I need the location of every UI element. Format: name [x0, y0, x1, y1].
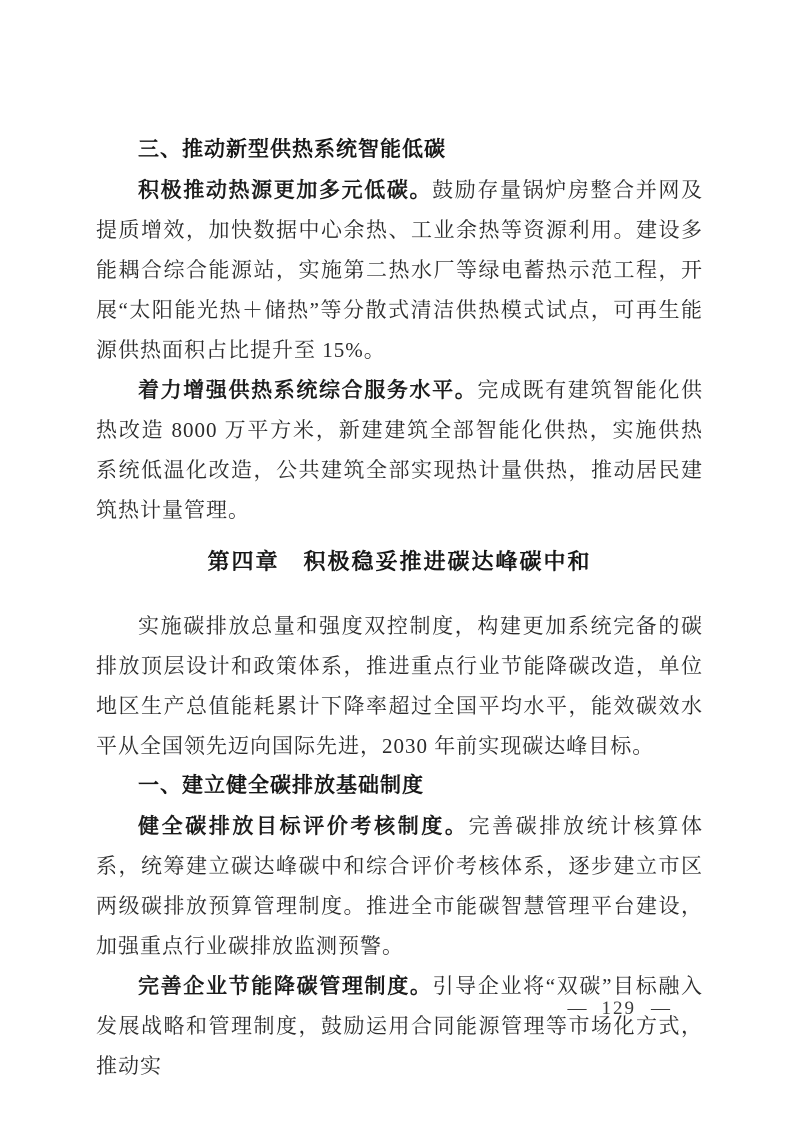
paragraph-carbon-assessment: [96, 806, 703, 966]
paragraph-heating-service: [96, 370, 703, 530]
paragraph-body-text: 实施碳排放总量和强度双控制度，构建更加系统完备的碳排放顶层设计和政策体系，推进重点行业节能降碳改造，单位地区生产总值能耗累计下降率超过全国平均水平，能效碳效水平从全国领先迈向国际先进，2030 年前实现碳达峰目标。: [96, 614, 703, 758]
paragraph-body-text: 引导企业将“双碳”目标融入发展战略和管理制度，鼓励运用合同能源管理等市场化方式，推动实: [96, 974, 704, 1078]
paragraph-lead-sentence: 完善企业节能降碳管理制度。: [138, 974, 433, 998]
section-heading-smart-heating: 三、推动新型供热系统智能低碳: [138, 138, 446, 161]
page-footer: [568, 996, 671, 1022]
section-heading-carbon-emission-system: 一、建立健全碳排放基础制度: [138, 774, 424, 797]
paragraph-enterprise-carbon-management: [96, 966, 703, 1086]
paragraph-lead-sentence: 健全碳排放目标评价考核制度。: [138, 814, 469, 838]
page-number: 129: [601, 998, 636, 1019]
paragraph-body-text: 完善碳排放统计核算体系，统筹建立碳达峰碳中和综合评价考核体系，逐步建立市区两级碳排放预算管理制度。推进全市能碳智慧管理平台建设，加强重点行业碳排放监测预警。: [96, 814, 704, 958]
paragraph-lead-sentence: 着力增强供热系统综合服务水平。: [138, 378, 478, 402]
document-content: [96, 130, 703, 1086]
footer-dash-right: —: [651, 998, 670, 1019]
paragraph-chapter-intro: [96, 606, 703, 766]
paragraph-body-text: 鼓励存量锅炉房整合并网及提质增效，加快数据中心余热、工业余热等资源利用。建设多能耦合综合能源站，实施第二热水厂等绿电蓄热示范工程，开展“太阳能光热＋储热”等分散式清洁供热模式试点，可再生能源供热面积占比提升至 15%。: [96, 178, 703, 362]
footer-dash-left: —: [567, 998, 587, 1019]
paragraph-body-text: 完成既有建筑智能化供热改造 8000 万平方米，新建建筑全部智能化供热，实施供热系统低温化改造，公共建筑全部实现热计量供热，推动居民建筑热计量管理。: [96, 378, 703, 522]
paragraph-lead-sentence: 积极推动热源更加多元低碳。: [138, 178, 433, 202]
paragraph-heat-source: [96, 170, 703, 370]
chapter-heading-carbon-peak: 第四章 积极稳妥推进碳达峰碳中和: [207, 549, 592, 574]
